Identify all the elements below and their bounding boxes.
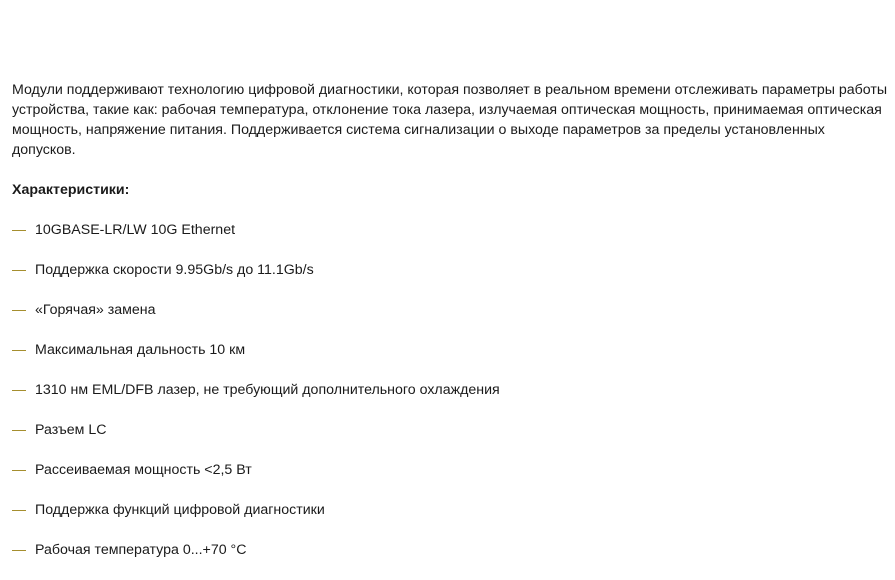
list-item — [12, 420, 890, 440]
em-dash-bullet-icon — [12, 550, 26, 551]
em-dash-bullet-icon — [12, 350, 26, 351]
product-description — [12, 80, 890, 580]
characteristics-heading: Характеристики: — [12, 182, 130, 198]
em-dash-bullet-icon — [12, 230, 26, 231]
intro-line-3: мощность, напряжение питания. Поддерживается система сигнализации о выходе параметров за пределы установленных допусков. — [12, 122, 825, 158]
em-dash-bullet-icon — [12, 430, 26, 431]
intro-line-1: Модули поддерживают технологию цифровой диагностики, которая позволяет в реальном времени отслеживать параметры работы — [12, 82, 888, 98]
list-item-text: Поддержка скорости 9.95Gb/s до 11.1Gb/s — [35, 262, 314, 278]
em-dash-bullet-icon — [12, 270, 26, 271]
list-item — [12, 260, 890, 280]
list-item-text: Разъем LC — [35, 422, 107, 438]
intro-line-2: устройства, такие как: рабочая температура, отклонение тока лазера, излучаемая оптическая мощность, принимаемая оптическая — [12, 102, 882, 118]
list-item — [12, 340, 890, 360]
em-dash-bullet-icon — [12, 470, 26, 471]
list-item — [12, 380, 890, 400]
list-item-text: «Горячая» замена — [35, 302, 156, 318]
em-dash-bullet-icon — [12, 390, 26, 391]
list-item — [12, 540, 890, 560]
list-item-text: Рассеиваемая мощность <2,5 Вт — [35, 462, 252, 478]
list-item — [12, 220, 890, 240]
list-item — [12, 300, 890, 320]
characteristics-list — [12, 220, 890, 560]
list-item-text: 1310 нм EML/DFB лазер, не требующий дополнительного охлаждения — [35, 382, 500, 398]
list-item-text: 10GBASE-LR/LW 10G Ethernet — [35, 222, 236, 238]
list-item-text: Максимальная дальность 10 км — [35, 342, 246, 358]
em-dash-bullet-icon — [12, 510, 26, 511]
list-item-text: Поддержка функций цифровой диагностики — [35, 502, 325, 518]
intro-paragraph — [12, 80, 890, 160]
em-dash-bullet-icon — [12, 310, 26, 311]
list-item-text: Рабочая температура 0...+70 °С — [35, 542, 247, 558]
list-item — [12, 460, 890, 480]
list-item — [12, 500, 890, 520]
